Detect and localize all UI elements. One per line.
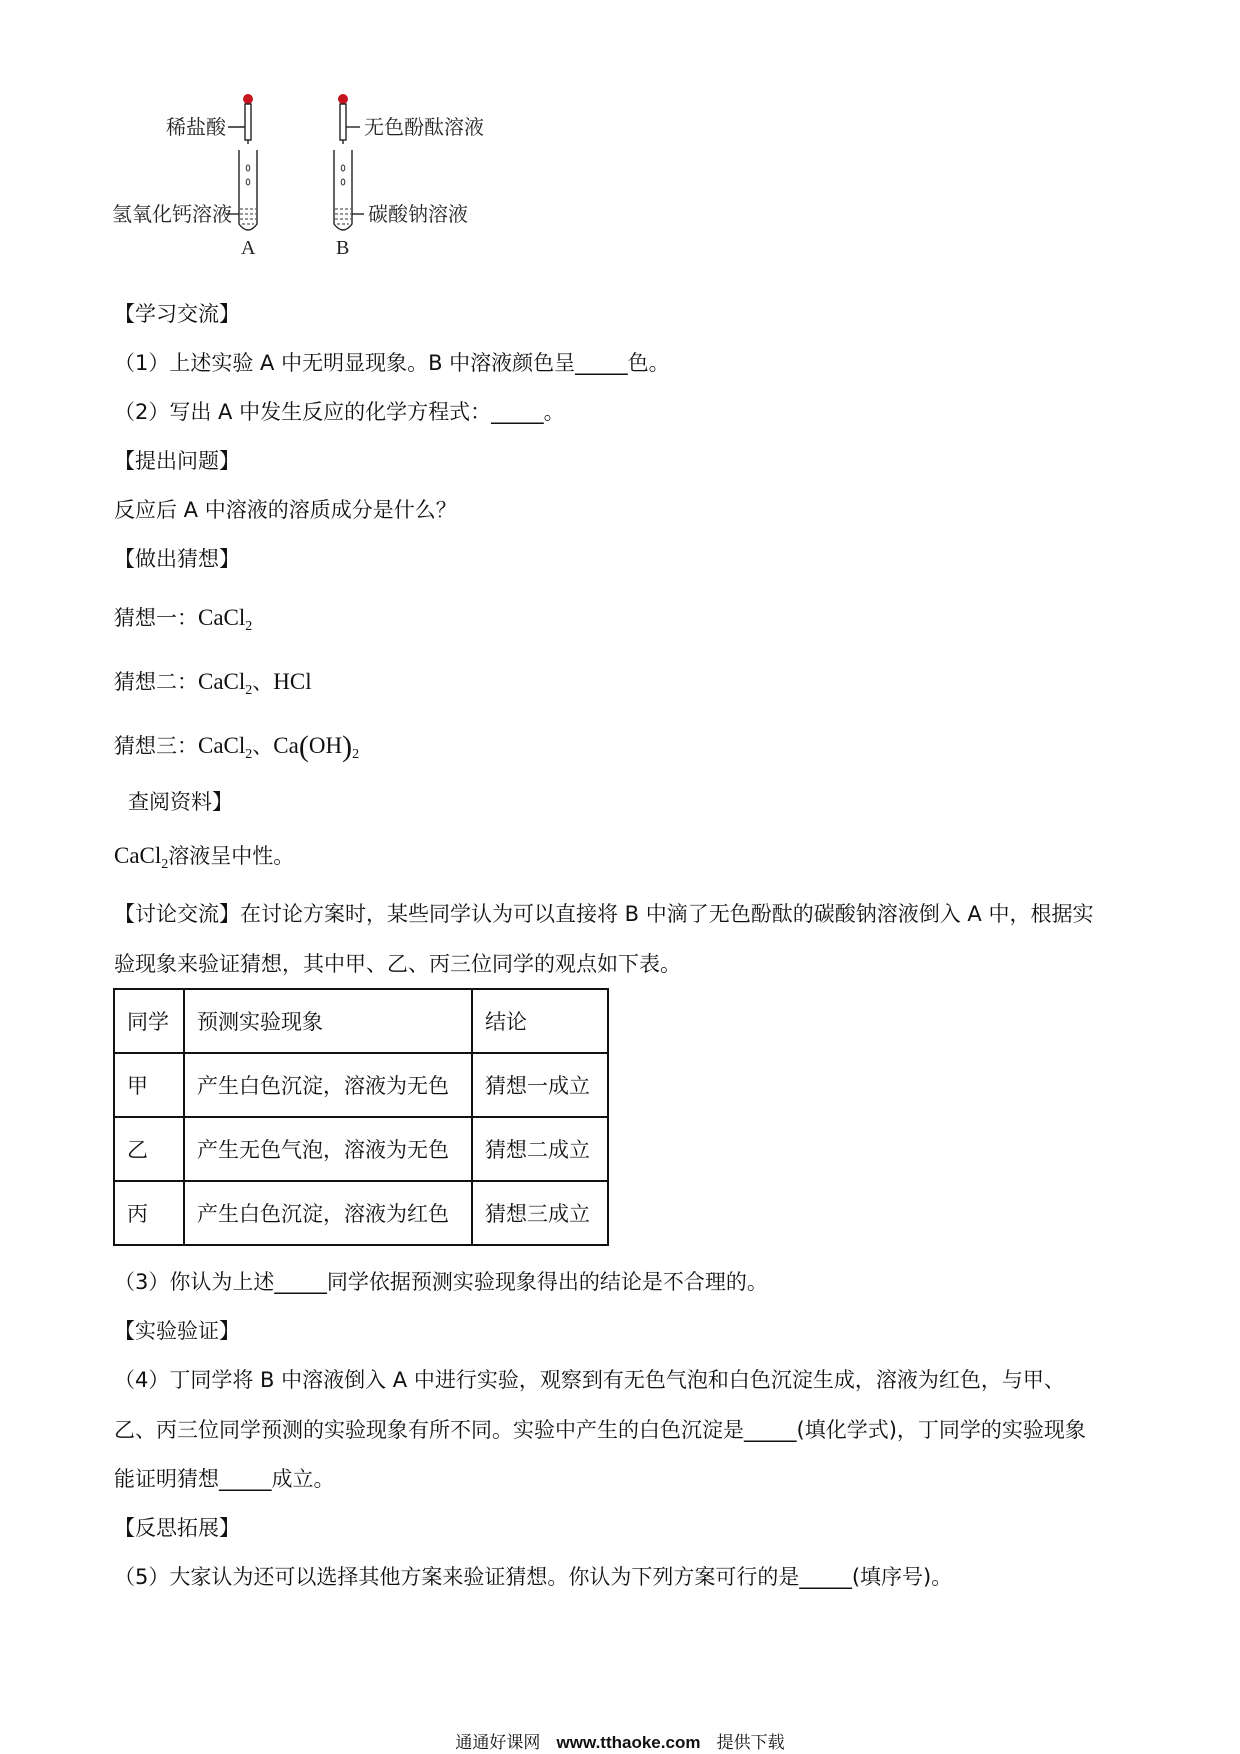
label-a-top: 稀盐酸 (166, 115, 226, 139)
table-cell: 丙 (114, 1181, 184, 1245)
table-cell: 猜想三成立 (472, 1181, 608, 1245)
table-cell: 猜想二成立 (472, 1117, 608, 1181)
question-5: （5）大家认为还可以选择其他方案来验证猜想。你认为下列方案可行的是_____(填序号)。 (114, 1565, 953, 1589)
footer-download-text: 提供下载 (716, 1733, 785, 1753)
section-reference-heading: 查阅资料】 (128, 790, 233, 814)
formula-cacl: CaCl (114, 843, 162, 868)
table-cell: 乙 (114, 1117, 184, 1181)
tube-b-letter: B (336, 237, 350, 259)
table-row (114, 1053, 608, 1117)
discussion-line-1: 【讨论交流】在讨论方案时，某些同学认为可以直接将 B 中滴了无色酚酞的碳酸钠溶液倒入 A 中，根据实 (114, 902, 1094, 926)
table-header-cell: 结论 (472, 989, 608, 1053)
hypothesis-3 (114, 732, 359, 769)
section-reflection-heading: 【反思拓展】 (114, 1516, 240, 1540)
label-b-bottom: 碳酸钠溶液 (368, 202, 468, 226)
table-row (114, 1117, 608, 1181)
hypothesis-2 (114, 668, 312, 705)
table-header-cell: 同学 (114, 989, 184, 1053)
question-4-line-3: 能证明猜想_____成立。 (114, 1467, 335, 1491)
formula-cacl: CaCl (198, 669, 246, 694)
section-question-heading: 【提出问题】 (114, 449, 240, 473)
formula-cacl: CaCl (198, 733, 246, 758)
research-question: 反应后 A 中溶液的溶质成分是什么？ (114, 498, 457, 522)
formula-right-paren: ) (342, 730, 353, 763)
formula-ca: Ca (273, 733, 299, 758)
footer-site-name: 通通好课网 (455, 1733, 541, 1753)
hypothesis-1-label: 猜想一： (114, 606, 198, 630)
section-verification-heading: 【实验验证】 (114, 1319, 240, 1343)
label-b-top: 无色酚酞溶液 (364, 115, 484, 139)
hypothesis-2-label: 猜想二： (114, 670, 198, 694)
formula-subscript: 2 (245, 747, 253, 762)
discussion-line-2: 验现象来验证猜想，其中甲、乙、丙三位同学的观点如下表。 (114, 952, 681, 976)
reference-text (114, 842, 294, 879)
dropper-a-tube (245, 104, 251, 140)
formula-subscript: 2 (245, 619, 253, 634)
formula-left-paren: ( (298, 730, 309, 763)
question-2: （2）写出 A 中发生反应的化学方程式：_____。 (114, 400, 565, 424)
formula-separator: 、 (252, 734, 274, 758)
table-header-cell: 预测实验现象 (184, 989, 472, 1053)
table-cell: 甲 (114, 1053, 184, 1117)
test-tube-a (239, 150, 257, 230)
table-row (114, 1181, 608, 1245)
section-hypothesis-heading: 【做出猜想】 (114, 547, 240, 571)
dropper-b-tube (340, 104, 346, 140)
dropper-a-bulb (243, 94, 253, 104)
question-4-line-2: 乙、丙三位同学预测的实验现象有所不同。实验中产生的白色沉淀是_____(填化学式)，丁同学的实验现象 (114, 1418, 1086, 1442)
table-cell: 产生白色沉淀，溶液为无色 (184, 1053, 472, 1117)
formula-oh: OH (308, 733, 343, 758)
tube-a-letter: A (241, 237, 256, 259)
formula-subscript: 2 (161, 857, 169, 872)
question-3: （3）你认为上述_____同学依据预测实验现象得出的结论是不合理的。 (114, 1270, 768, 1294)
formula-subscript: 2 (245, 683, 253, 698)
section-learning-heading: 【学习交流】 (114, 302, 240, 326)
prediction-table (113, 988, 609, 1246)
table-cell: 产生无色气泡，溶液为无色 (184, 1117, 472, 1181)
table-header-row (114, 989, 608, 1053)
reference-sentence: 溶液呈中性。 (168, 844, 295, 868)
formula-separator: 、 (252, 670, 274, 694)
formula-cacl: CaCl (198, 605, 246, 630)
formula-subscript: 2 (352, 747, 360, 762)
hypothesis-3-label: 猜想三： (114, 734, 198, 758)
formula-hcl: HCl (273, 669, 312, 694)
label-a-bottom: 氢氧化钙溶液 (112, 202, 232, 226)
footer-url[interactable]: www.tthaoke.com (556, 1733, 701, 1752)
page-footer (0, 1728, 1240, 1753)
question-1: （1）上述实验 A 中无明显现象。B 中溶液颜色呈_____色。 (114, 351, 670, 375)
test-tube-b (334, 150, 352, 230)
hypothesis-1 (114, 604, 252, 641)
table-cell: 猜想一成立 (472, 1053, 608, 1117)
question-4-line-1: （4）丁同学将 B 中溶液倒入 A 中进行实验，观察到有无色气泡和白色沉淀生成，溶液为红色，与甲、 (114, 1368, 1065, 1392)
dropper-b-bulb (338, 94, 348, 104)
experiment-diagram (108, 92, 548, 292)
table-cell: 产生白色沉淀，溶液为红色 (184, 1181, 472, 1245)
